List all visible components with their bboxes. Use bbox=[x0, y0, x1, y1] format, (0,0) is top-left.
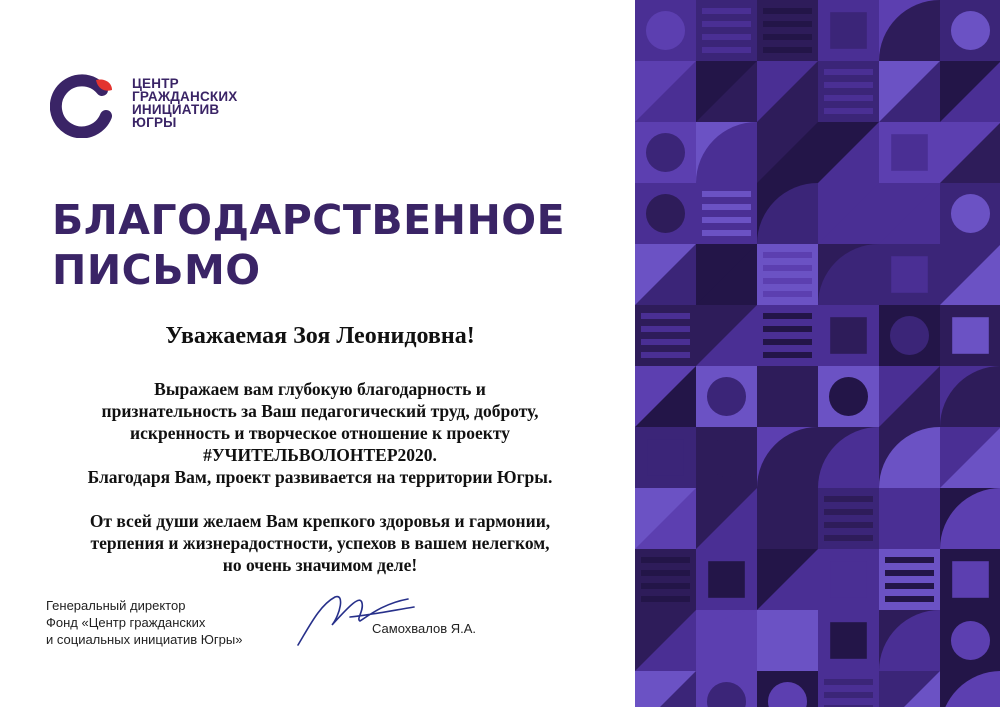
body-p1-line-2: признательность за Ваш педагогический труд, доброту, bbox=[101, 401, 539, 421]
body-p2-line-1: От всей души желаем Вам крепкого здоровья и гармонии, bbox=[89, 511, 551, 531]
logo-line-3: ИНИЦИАТИВ bbox=[132, 102, 220, 117]
salutation: Уважаемая Зоя Леонидовна! bbox=[165, 323, 475, 349]
logo bbox=[50, 68, 237, 138]
handwritten-signature bbox=[290, 585, 420, 655]
letter-body bbox=[40, 378, 600, 576]
signer-name: Самохвалов Я.А. bbox=[372, 621, 477, 636]
title-line-1: БЛАГОДАРСТВЕННОЕ bbox=[52, 196, 566, 244]
cgi-logo-icon bbox=[50, 68, 120, 138]
logo-text bbox=[132, 77, 237, 129]
body-p2-line-2: терпения и жизнерадостности, успехов в вашем нелегком, bbox=[90, 533, 550, 553]
body-p1-line-3: искренность и творческое отношение к проекту bbox=[130, 423, 510, 443]
logo-line-1: ЦЕНТР bbox=[132, 76, 179, 91]
body-p2-line-3: но очень значимом деле! bbox=[222, 555, 418, 575]
logo-line-2: ГРАЖДАНСКИХ bbox=[132, 89, 238, 104]
body-p1-line-5: Благодаря Вам, проект развивается на территории Югры. bbox=[87, 467, 553, 487]
signer-position-line-1: Генеральный директор bbox=[46, 598, 186, 613]
title-line-2: ПИСЬМО bbox=[52, 246, 261, 294]
signer-position bbox=[46, 597, 242, 648]
body-p1-line-1: Выражаем вам глубокую благодарность и bbox=[154, 379, 486, 399]
signer-position-line-2: Фонд «Центр гражданских bbox=[46, 615, 206, 630]
signer-position-line-3: и социальных инициатив Югры» bbox=[46, 632, 243, 647]
page-title bbox=[52, 195, 612, 295]
body-p1-line-4: #УЧИТЕЛЬВОЛОНТЕР2020. bbox=[203, 445, 437, 465]
decorative-pattern-panel bbox=[635, 0, 1000, 707]
logo-line-4: ЮГРЫ bbox=[132, 115, 177, 130]
